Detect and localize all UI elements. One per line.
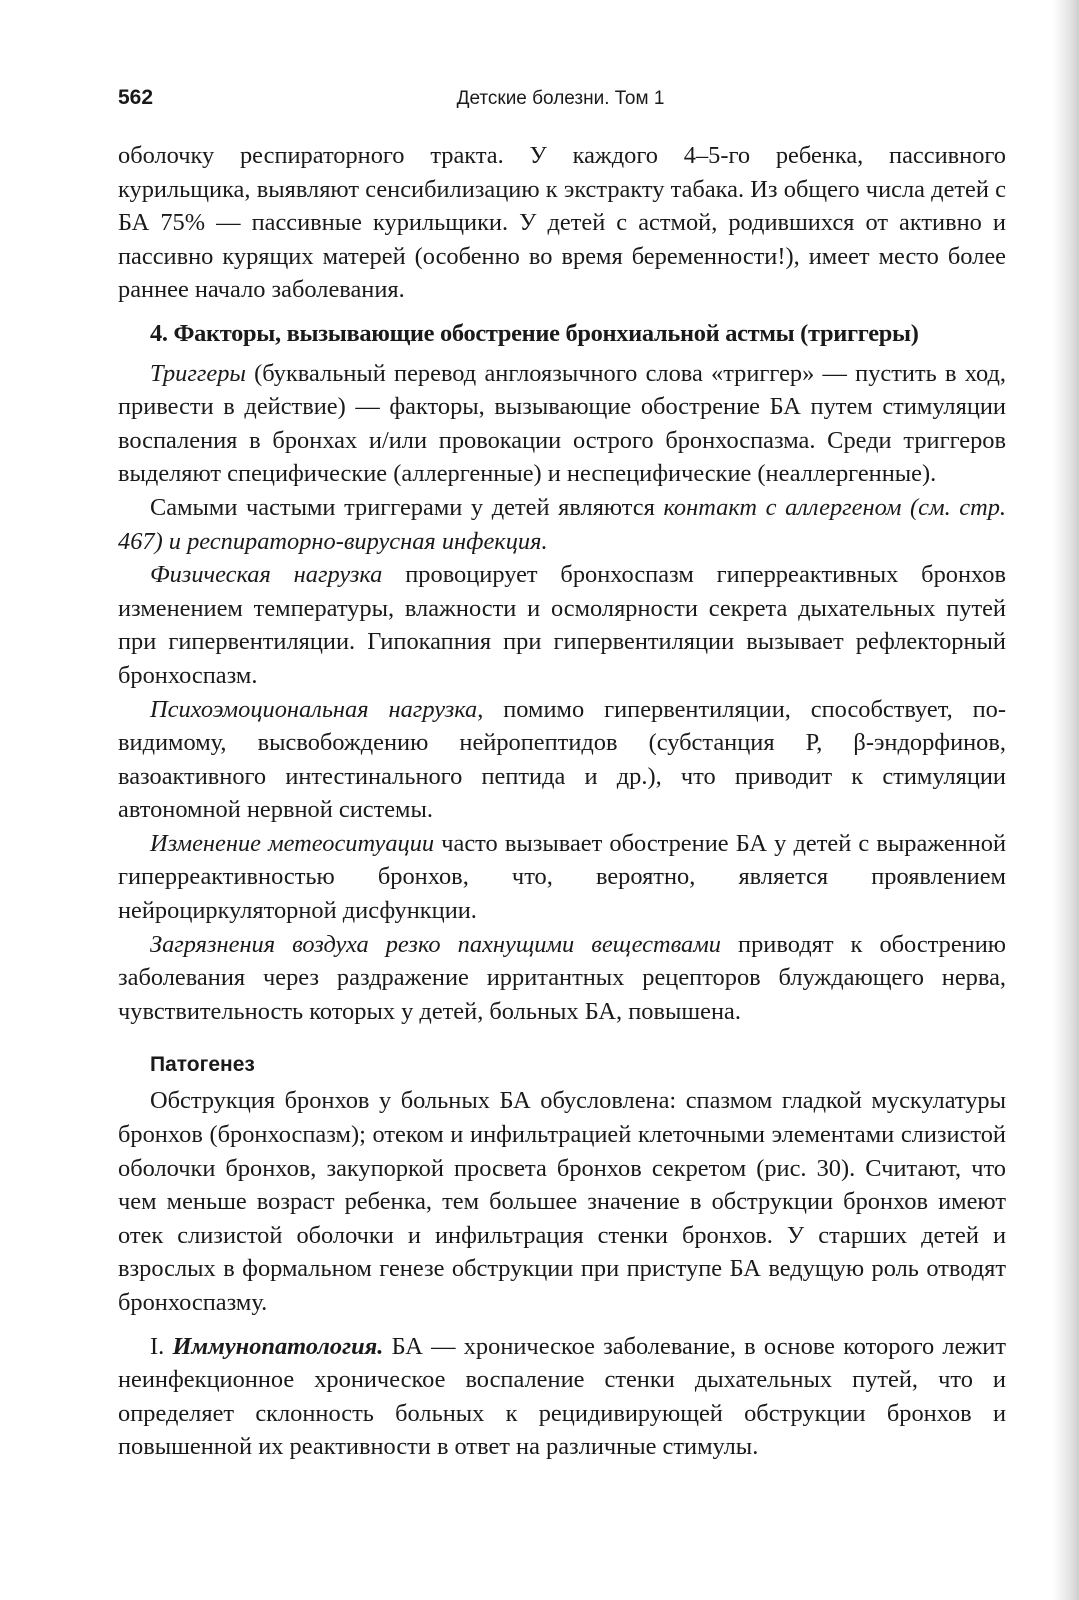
- term-triggers: Триггеры: [150, 359, 246, 387]
- paragraph-immunopathology: [118, 1330, 1006, 1464]
- paragraph-text: БА — хроническое заболевание, в основе которого лежит неинфекционное хроническое воспаление стенки дыхательных путей, что и определяет склонность больных к рецидивирующей обструкции бронхов и повышенной их реактивности в ответ на различные стимулы.: [118, 1332, 1006, 1461]
- paragraph-text: провоцирует бронхоспазм гиперреактивных бронхов изменением температуры, влажности и осмолярности секрета дыхательных путей при гипервентиляции. Гипокапния при гипервентиляции вызывает рефлекторный бронхоспазм.: [118, 561, 1006, 689]
- paragraph-common-triggers: [118, 491, 1006, 558]
- section-heading-pathogenesis: Патогенез: [150, 1053, 255, 1077]
- paragraph-bronchial-obstruction: Обструкция бронхов у больных БА обусловлена: спазмом гладкой мускулатуры бронхов (бронхоспазм); отеком и инфильтрацией клеточными элементами слизистой оболочки бронхов, закупоркой просвета бронхов секретом (рис. 30). Считают, что чем меньше возраст ребенка, тем большее значение в обструкции бронхов имеют отек слизистой оболочки и инфильтрация стенки бронхов. У старших детей и взрослых в формальном генезе обструкции при приступе БА ведущую роль отводят бронхоспазму.: [118, 1087, 1006, 1316]
- emphasis-text: контакт с аллергеном (см. стр. 467) и респираторно-вирусная инфекция.: [118, 493, 1007, 555]
- term-weather-change: Изменение метеоситуации: [150, 829, 435, 857]
- page-body: [118, 139, 1006, 1464]
- term-physical-load: Физическая нагрузка: [150, 561, 383, 589]
- term-immunopathology: Иммунопатология.: [172, 1332, 384, 1360]
- term-air-pollution: Загрязнения воздуха резко пахнущими веществами: [150, 930, 721, 958]
- paragraph-physical-load: [118, 558, 1006, 692]
- section-heading-triggers: 4. Факторы, вызывающие обострение бронхиальной астмы (триггеры): [150, 319, 919, 347]
- paragraph-text: , помимо гипервентиляции, способствует, по-видимому, высвобождению нейропептидов (субстанция Р, β-эндорфинов, вазоактивного интестинального пептида и др.), что приводит к стимуляции автономной нервной системы.: [118, 695, 1006, 824]
- paragraph-text: часто вызывает обострение БА у детей с выраженной гиперреактивностью бронхов, что, вероятно, является проявлением нейроциркуляторной дисфункции.: [118, 829, 1006, 925]
- term-psychoemotional-load: Психоэмоциональная нагрузка: [150, 695, 478, 723]
- paragraph-air-pollution: [118, 928, 1006, 1029]
- list-marker: I.: [150, 1332, 173, 1360]
- page-header: [118, 86, 1003, 122]
- paragraph-text: Самыми частыми триггерами у детей являются: [150, 493, 664, 521]
- paragraph-text: (буквальный перевод англоязычного слова «триггер» — пустить в ход, привести в действие) — факторы, вызывающие обострение БА путем стимуляции воспаления в бронхах и/или провокации острого бронхоспазма. Среди триггеров выделяют специфические (аллергенные) и неспецифические (неаллергенные).: [118, 359, 1006, 488]
- paragraph-weather-change: [118, 827, 1006, 928]
- paragraph-continuation: оболочку респираторного тракта. У каждого 4–5-го ребенка, пассивного курильщика, выявляют сенсибилизацию к экстракту табака. Из общего числа детей с БА 75% — пассивные курильщики. У детей с астмой, родившихся от активно и пассивно курящих матерей (особенно во время беременности!), имеет место более раннее начало заболевания.: [118, 142, 1006, 304]
- paragraph-text: приводят к обострению заболевания через раздражение ирритантных рецепторов блуждающего нерва, чувствительность которых у детей, больных БА, повышена.: [118, 930, 1006, 1025]
- paragraph-triggers-definition: [118, 357, 1006, 491]
- page-number: 562: [118, 86, 154, 109]
- running-title: Детские болезни. Том 1: [456, 88, 665, 109]
- scan-shadow-edge: [1053, 0, 1079, 1600]
- paragraph-psychoemotional-load: [118, 693, 1006, 827]
